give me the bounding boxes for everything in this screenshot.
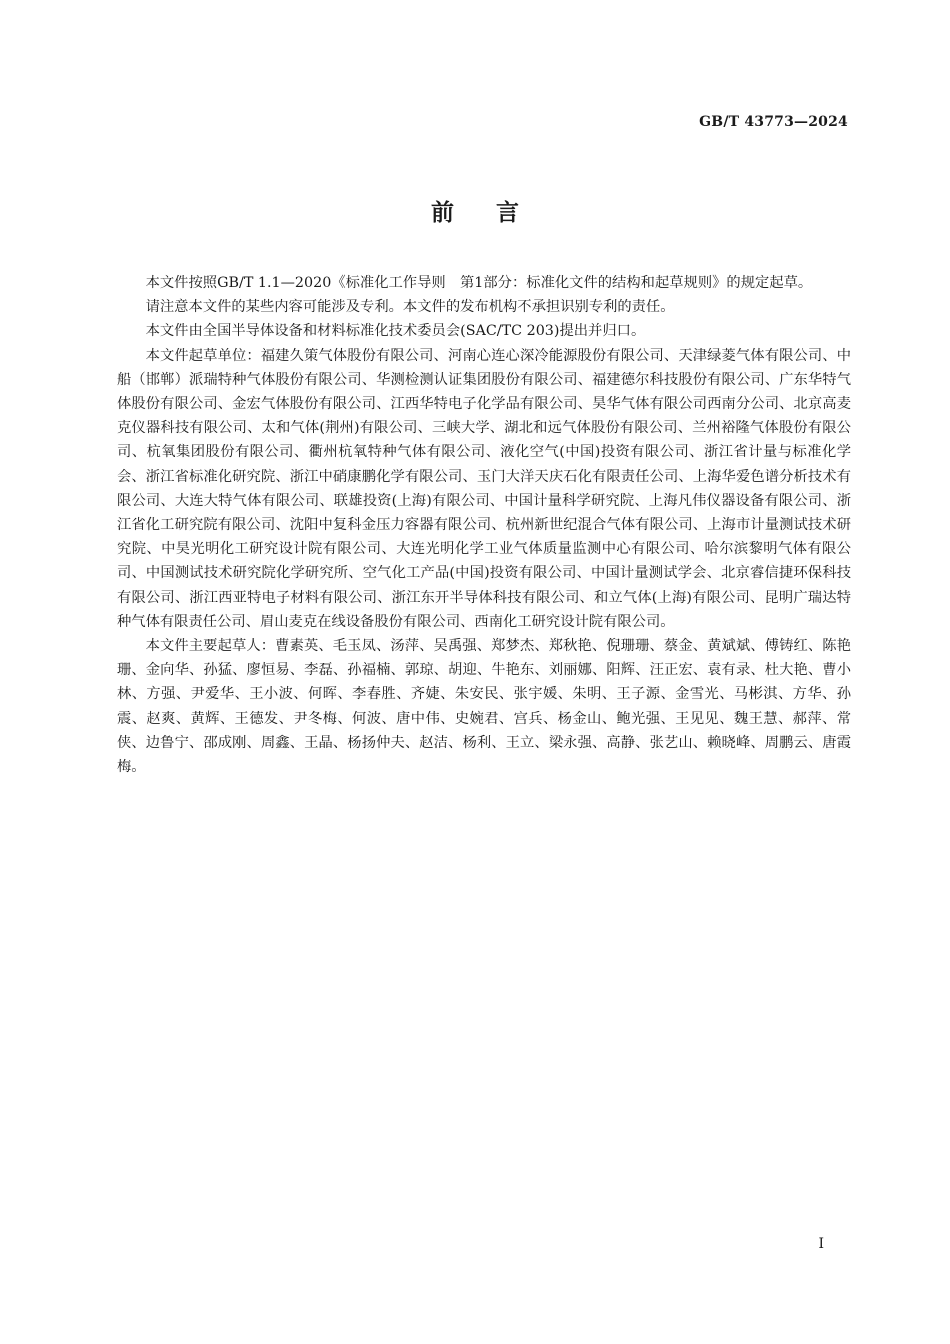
page-title: 前言 xyxy=(431,200,561,226)
paragraph-proposer: 本文件由全国半导体设备和材料标准化技术委员会(SAC/TC 203)提出并归口。 xyxy=(145,323,646,340)
paragraph-patent-notice: 请注意本文件的某些内容可能涉及专利。本文件的发布机构不承担识别专利的责任。 xyxy=(145,299,675,316)
standard-number: GB/T 43773—2024 xyxy=(699,114,848,130)
paragraph-drafting-units: 本文件起草单位：福建久策气体股份有限公司、河南心连心深冷能源股份有限公司、天津绿菱气体有限公司、中船（邯郸）派瑞特种气体股份有限公司、华测检测认证集团股份有限公司、福建德尔科技股份有限公司、广东华特气体股份有限公司、金宏气体股份有限公司、江西华特电子化学品有限公司、昊华气体有限公司西南分公司、北京高麦克仪器科技有限公司、太和气体(荆州)有限公司、三峡大学、湖北和远气体股份有限公司、兰州裕隆气体股份有限公司、杭氧集团股份有限公司、衢州杭氧特种气体有限公司、液化空气(中国)投资有限公司、浙江省计量与标准化学会、浙江省标准化研究院、浙江中硝康鹏化学有限公司、玉门大洋天庆石化有限责任公司、上海华爱色谱分析技术有限公司、大连大特气体有限公司、联雄投资(上海)有限公司、中国计量科学研究院、上海凡伟仪器设备有限公司、浙江省化工研究院有限公司、沈阳中复科金压力容器有限公司、杭州新世纪混合气体有限公司、上海市计量测试技术研究院、中昊光明化工研究设计院有限公司、大连光明化学工业气体质量监测中心有限公司、哈尔滨黎明气体有限公司、中国测试技术研究院化学研究所、空气化工产品(中国)投资有限公司、中国计量测试学会、北京睿信捷环保科技有限公司、浙江西亚特电子材料有限公司、浙江东开半导体科技有限公司、和立气体(上海)有限公司、昆明广瑞达特种气体有限责任公司、眉山麦克在线设备股份有限公司、西南化工研究设计院有限公司。 xyxy=(117,347,851,630)
paragraph-drafters: 本文件主要起草人：曹素英、毛玉凤、汤萍、吴禹强、郑梦杰、郑秋艳、倪珊珊、蔡金、黄斌斌、傅铸红、陈艳珊、金向华、孙猛、廖恒易、李磊、孙福楠、郭琼、胡迎、牛艳东、刘丽娜、阳辉、汪正宏、袁有录、杜大艳、曹小林、方强、尹爱华、王小波、何晖、李春胜、齐婕、朱安民、张宇媛、朱明、王子源、金雪光、马彬淇、方华、孙震、赵爽、黄辉、王德发、尹冬梅、何波、唐中伟、史婉君、宫兵、杨金山、鲍光强、王见见、魏王慧、郝萍、常侠、边鲁宁、邵成刚、周鑫、王晶、杨扬仲夫、赵洁、杨利、王立、梁永强、高静、张艺山、赖晓峰、周鹏云、唐霞梅。 xyxy=(117,638,851,776)
document-body xyxy=(117,271,851,779)
page-number: I xyxy=(818,1236,824,1252)
paragraph-drafting-rules: 本文件按照GB/T 1.1—2020《标准化工作导则 第1部分：标准化文件的结构和起草规则》的规定起草。 xyxy=(145,275,813,291)
